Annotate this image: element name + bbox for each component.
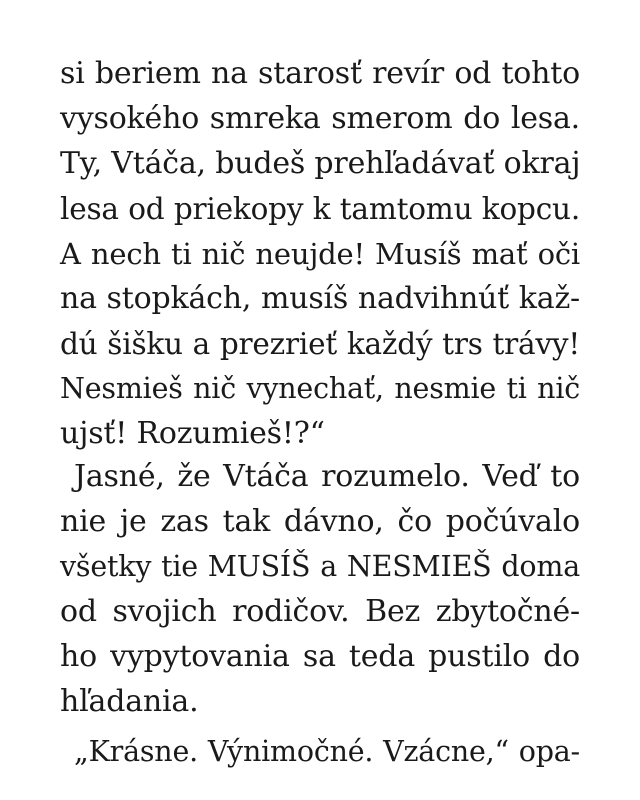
- text-line: vysokého smreka smerom do lesa.: [60, 101, 580, 136]
- text-line: „Krásne. Výnimočné. Vzácne,“ opa-: [74, 735, 580, 768]
- text-line: si beriem na starosť revír od tohto: [60, 56, 580, 91]
- text-line: nie je zas tak dávno, čo počúvalo: [60, 504, 580, 539]
- text-line: hľadania.: [60, 684, 199, 719]
- text-line: ujsť! Rozumieš!?“: [60, 416, 325, 451]
- text-line: lesa od priekopy k tamtomu kopcu.: [60, 192, 580, 226]
- text-line: od svojich rodičov. Bez zbytočné-: [60, 594, 580, 629]
- text-line: Ty, Vtáča, budeš prehľadávať okraj: [60, 146, 581, 181]
- text-line: na stopkách, musíš nadvihnúť kaž-: [60, 281, 580, 316]
- text-line: Nesmieš nič vynechať, nesmie ti nič: [60, 372, 580, 405]
- text-line: dú šišku a prezrieť každý trs trávy!: [60, 327, 580, 361]
- text-line: A nech ti nič neujde! Musíš mať oči: [60, 237, 580, 271]
- text-line: ho vypytovania sa teda pustilo do: [60, 639, 580, 674]
- text-line: všetky tie MUSÍŠ a NESMIEŠ doma: [60, 550, 580, 583]
- text-line: Jasné, že Vtáča rozumelo. Veď to: [74, 459, 580, 494]
